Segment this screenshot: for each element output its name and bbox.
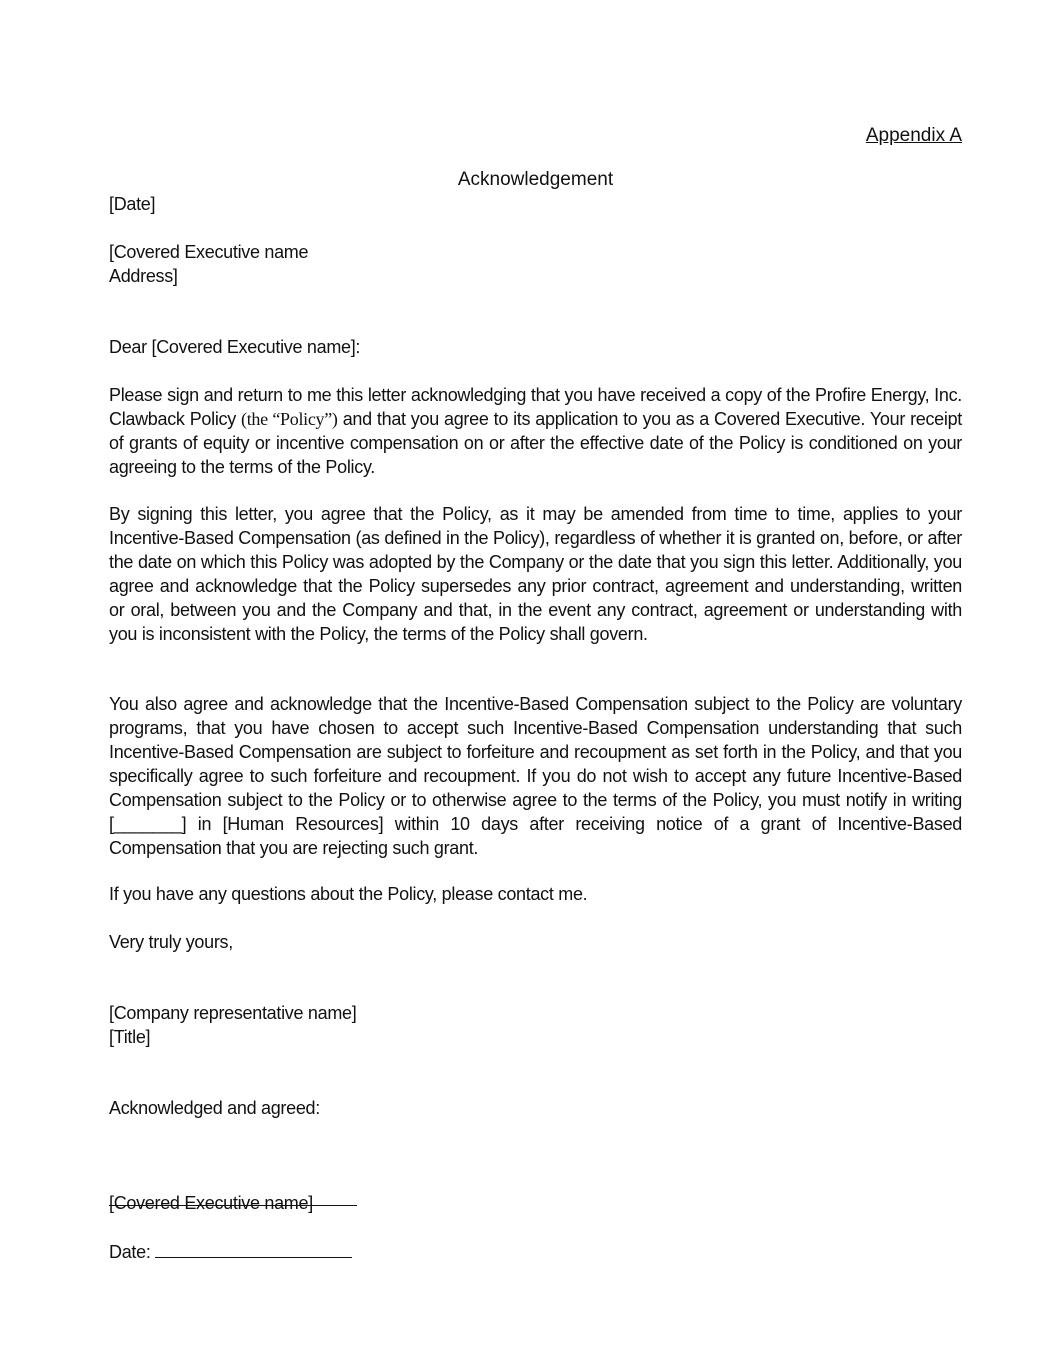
closing: Very truly yours, <box>109 932 233 952</box>
appendix-label: Appendix A <box>865 125 962 146</box>
salutation: Dear [Covered Executive name]: <box>109 337 361 357</box>
paragraph-4: If you have any questions about the Policy, please contact me. <box>109 884 588 904</box>
representative-name: [Company representative name] <box>109 1003 357 1023</box>
address-line: [Covered Executive name <box>109 242 309 262</box>
date-label: Date: <box>109 1242 156 1262</box>
paragraph-2: By signing this letter, you agree that the Policy, as it may be amended from time to time, applies to your Incentive-Based Compensation (as defined in the Policy), regardless of whether it is granted on, before, or after the date on which this Policy was adopted by the Company or the date that you sign this letter. Additionally, you agree and acknowledge that the Policy supersedes any prior contract, agreement and understanding, written or oral, between you and the Company and that, in the event any contract, agreement or understanding with you is inconsistent with the Policy, the terms of the Policy shall govern. <box>109 504 962 644</box>
document-title: Acknowledgement <box>457 169 614 190</box>
executive-name: [Covered Executive name] <box>109 1193 313 1213</box>
representative-title: [Title] <box>109 1027 151 1047</box>
paragraph-text: Please sign and return to me this letter acknowledging that you have received a copy of the Profire Energy, Inc. Clawback Policy <box>109 385 962 429</box>
paragraph-text: and that you agree to its application to you as a Covered Executive. Your receipt of grants of equity or incentive compensation on or after the effective date of the Policy is conditioned on your agreeing to the terms of the Policy. <box>109 409 963 477</box>
representative-block <box>109 1001 962 1049</box>
paragraph-text: (the “Policy”) <box>241 409 338 429</box>
paragraph-3: You also agree and acknowledge that the Incentive-Based Compensation subject to the Policy are voluntary programs, that you have chosen to accept such Incentive-Based Compensation understanding that such Incentive-Based Compensation are subject to forfeiture and recoupment as set forth in the Policy, and that you specifically agree to such forfeiture and recoupment. If you do not wish to accept any future Incentive-Based Compensation subject to the Policy or to otherwise agree to the terms of the Policy, you must notify in writing [_______] in [Human Resources] within 10 days after receiving notice of a grant of Incentive-Based Compensation that you are rejecting such grant. <box>109 694 962 858</box>
paragraph-1 <box>109 383 962 479</box>
address-line: Address] <box>109 266 178 286</box>
address-block <box>109 240 962 288</box>
date-row <box>109 1239 962 1264</box>
acknowledged-label: Acknowledged and agreed: <box>109 1098 320 1118</box>
date-placeholder: [Date] <box>109 194 156 214</box>
date-field-line <box>155 1239 352 1258</box>
